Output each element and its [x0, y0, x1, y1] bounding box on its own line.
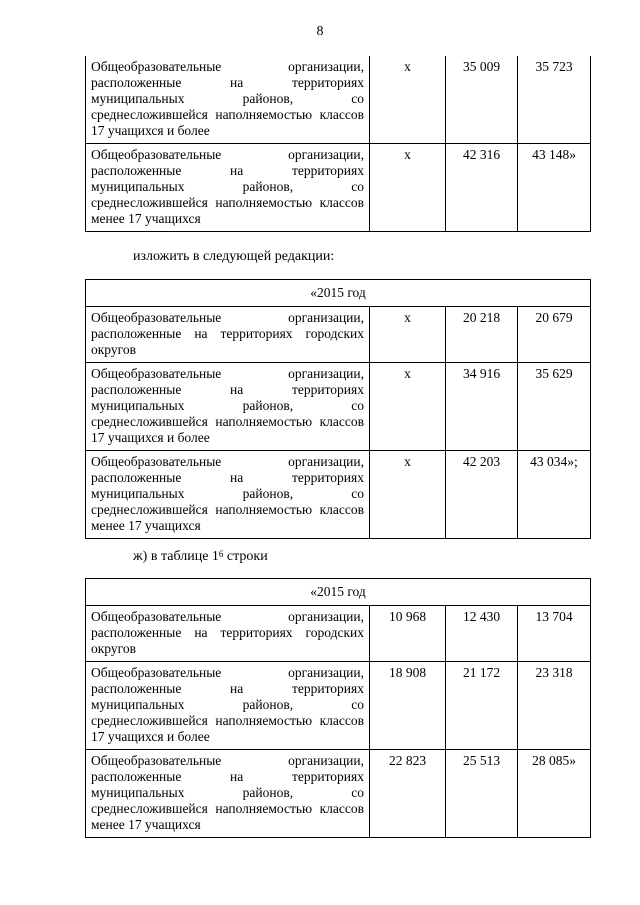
table-2015-rows	[85, 578, 591, 838]
row-label: Общеобразовательные организации, расположенные на территориях муниципальных районов, со среднесложившейся наполняемостью классов менее 17 учащихся	[86, 451, 370, 539]
cell-value: 43 148»	[518, 144, 591, 232]
cell-value: 22 823	[370, 750, 446, 838]
table-number-superscript: 6	[218, 549, 224, 559]
cell-value: 13 704	[518, 606, 591, 662]
row-label: Общеобразовательные организации, расположенные на территориях муниципальных районов, со среднесложившейся наполняемостью классов менее 17 учащихся	[86, 750, 370, 838]
page-number: 8	[316, 24, 324, 39]
table-header-row	[86, 579, 591, 606]
table-2015-new-edition	[85, 279, 591, 539]
year-header: «2015 год	[86, 280, 591, 307]
year-header: «2015 год	[86, 579, 591, 606]
table-row	[86, 662, 591, 750]
cell-value: 10 968	[370, 606, 446, 662]
cell-value: x	[370, 451, 446, 539]
cell-value: 34 916	[446, 363, 518, 451]
cell-value: 25 513	[446, 750, 518, 838]
table-row	[86, 363, 591, 451]
cell-value: 20 679	[518, 307, 591, 363]
cell-value: 20 218	[446, 307, 518, 363]
paragraph-table-reference	[133, 548, 268, 566]
cell-value: x	[370, 144, 446, 232]
cell-value: 43 034»;	[518, 451, 591, 539]
paragraph-prefix: ж) в таблице 1	[133, 549, 219, 564]
paragraph-edit-instruction: изложить в следующей редакции:	[133, 249, 335, 264]
cell-value: 35 629	[518, 363, 591, 451]
cell-value: x	[370, 56, 446, 144]
cell-value: x	[370, 307, 446, 363]
table-row	[86, 451, 591, 539]
cell-value: 42 316	[446, 144, 518, 232]
cell-value: 28 085»	[518, 750, 591, 838]
table-header-row	[86, 280, 591, 307]
table-row	[86, 307, 591, 363]
cell-value: x	[370, 363, 446, 451]
row-label: Общеобразовательные организации, расположенные на территориях муниципальных районов, со среднесложившейся наполняемостью классов менее 17 учащихся	[86, 144, 370, 232]
paragraph-suffix: строки	[223, 549, 268, 564]
cell-value: 18 908	[370, 662, 446, 750]
cell-value: 35 009	[446, 56, 518, 144]
cell-value: 21 172	[446, 662, 518, 750]
table-continuation	[85, 56, 591, 232]
row-label: Общеобразовательные организации, расположенные на территориях муниципальных районов, со среднесложившейся наполняемостью классов 17 учащихся и более	[86, 363, 370, 451]
table-row	[86, 144, 591, 232]
cell-value: 35 723	[518, 56, 591, 144]
row-label: Общеобразовательные организации, расположенные на территориях городских округов	[86, 606, 370, 662]
row-label: Общеобразовательные организации, расположенные на территориях муниципальных районов, со среднесложившейся наполняемостью классов 17 учащихся и более	[86, 662, 370, 750]
cell-value: 12 430	[446, 606, 518, 662]
row-label: Общеобразовательные организации, расположенные на территориях муниципальных районов, со среднесложившейся наполняемостью классов 17 учащихся и более	[86, 56, 370, 144]
table-row	[86, 750, 591, 838]
cell-value: 23 318	[518, 662, 591, 750]
row-label: Общеобразовательные организации, расположенные на территориях городских округов	[86, 307, 370, 363]
cell-value: 42 203	[446, 451, 518, 539]
table-row	[86, 606, 591, 662]
table-row	[86, 56, 591, 144]
